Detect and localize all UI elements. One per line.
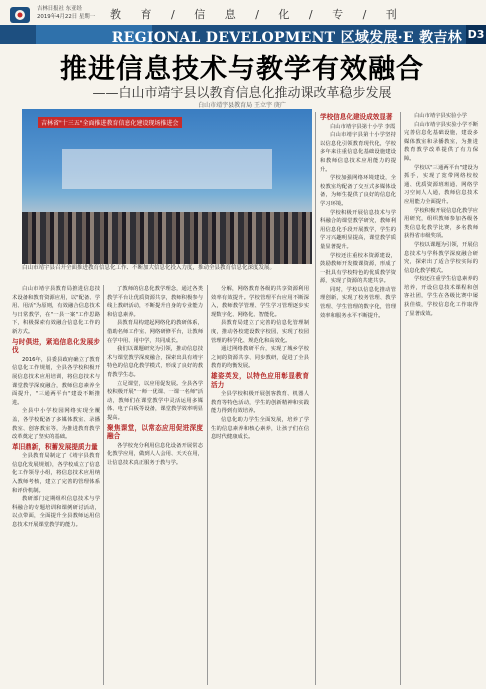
article-column-2 [107,285,203,685]
article-paragraph: 学校加强网络环境建设，全校教室均配备了交互式多媒体设备，为师生提供了良好的信息化学习环境。 [320,175,396,207]
section-heading: 与时俱进，紧追信息化发展步伐 [12,337,100,355]
article-paragraph: 分解，网络教育各级的共享资源利用效率有效提升。学校管理平台应用不断深入，教师教学管理、学生学习管理逐步实现数字化、网络化、智能化。 [211,286,309,318]
column-divider [103,285,104,685]
byline: 白山市靖宇县教育局 王立宇 庚广 [198,102,286,109]
article-paragraph: 各学校充分利用信息化设备开展常态化教学应用，做到人人会用、天天在用，让信息技术真正服务于教与学。 [107,442,203,466]
article-paragraph: 学校还注重学生信息素养的培养，开设信息技术课程和创客社团，学生在各级比赛中屡获佳绩，学校信息化工作取得了显著成效。 [404,276,478,317]
column-divider [207,285,208,685]
article-paragraph: 白山市靖宇县教育局推进信息技术设备和教育资源应用，以"配备、学用、用活"为原则，有效融合信息技术与日常教学，在"一县一案"工作思路下，积极探索有效融合信息化工作的新方式。 [12,286,100,335]
newspaper-logo-icon [8,4,32,26]
photo-stage [62,149,272,189]
section-heading: 学校信息化建设成效显著 [320,113,393,121]
article-paragraph: 白山市靖宇县实验小学 [414,113,467,119]
article-paragraph: 白山市靖宇县第十小学坚持以信息化引领教育现代化，学校多年来注重信息化基础设施建设和教师信息技术应用能力的提升。 [320,132,396,173]
article-paragraph: 了教师的信息化教学理念，通过各类教学平台让优质资源共享，教师积极参与线上教研活动，不断提升自身的专业能力和信息素养。 [107,286,203,318]
paper-meta [37,5,95,21]
article-paragraph: 县教育局建立了完善的信息化管理制度，推动各校建设数字校园，实现了校园管理的科学化、规范化和高效化。 [211,320,309,344]
photo-audience [22,212,312,264]
issue-date: 2019年4月22日 星期一 [37,14,96,20]
article-photo [22,109,312,264]
article-paragraph: 立足课堂，以应用促发展。全县各学校积极开展"一师一优课、一课一名师"活动，教师们在课堂教学中灵活运用多媒体、电子白板等设备，课堂教学效率明显提高。 [107,380,203,421]
article-paragraph: 2016年，县委县政府确立了教育信息化工作规划，全县各学校积极开展信息技术应用培训，将信息技术与课堂教学深度融合，教师信息素养全面提升，"三通两平台"建设不断推进。 [12,356,100,406]
article-paragraph: 白山市靖宇县第十小学 李霞 [330,123,396,130]
banner-text: REGIONAL DEVELOPMENT 区域发展·E 教吉林 [111,30,462,46]
column-divider [400,112,401,685]
article-paragraph: 教研部门定期组织信息技术与学科融合的专题培训和课例研讨活动，以点带面，全面提升全县教师运用信息技术开展课堂教学的能力。 [12,496,100,529]
article-paragraph: 同时，学校以信息化推动管理创新，实现了校务管理、教学管理、学生管理的数字化，管理效率和服务水平不断提升。 [320,286,396,319]
article-paragraph: 信息化助力学生全面发展，培养了学生的信息素养和核心素养，让孩子们在信息时代健康成长。 [211,416,309,441]
article-column-5 [404,112,478,685]
article-paragraph: 学校以"三通两平台"建设为抓手，实现了宽带网络校校通、优质资源班班通、网络学习空间人人通，教师信息技术应用能力全面提升。 [404,164,478,205]
article-column-3 [211,285,309,685]
article-paragraph: 学校积极开展信息技术与学科融合的课堂教学研究，教师利用信息化手段开展教学，学生的学习兴趣明显提高，课堂教学质量显著提升。 [320,209,396,250]
section-heading: 聚焦课堂，以常态应用促进深度融合 [107,423,203,441]
section-banner [0,25,486,44]
article-paragraph: 学校还注重校本资源建设，鼓励教师开发微课资源，形成了一批具有学校特色的优质教学资源，实现了资源的共建共享。 [320,252,396,285]
section-heading: 革旧鼎新，积蓄发展提质力量 [12,442,98,451]
section-heading: 雄姿英发，以特色应用彰显教育活力 [211,371,309,389]
subheadline: ——白山市靖宇县以教育信息化推动课改革稳步发展 [92,86,392,101]
photo-sign: 吉林省"十三五"全面推进教育信息化建设现场推进会 [38,117,182,128]
article-paragraph: 全县中小学校园网络实现全覆盖，各学校配备了多媒体教室、录播教室、创客教室等，为推进教育教学改革奠定了坚实的基础。 [12,408,100,441]
article-paragraph: 学校以课题为引领，开展信息技术与学科教学深度融合研究，探索出了适合学校实际的信息化教学模式。 [404,241,478,274]
article-paragraph: 县教育局构建起网络化的教研体系，借助名师工作室、网络研修平台，让教师在学中用、用中学，共同成长。 [107,320,203,344]
page-number: D3 [466,25,486,44]
article-paragraph: 我们以课题研究为引领，推动信息技术与课堂教学深度融合，探索出具有靖宇特色的信息化教学模式，形成了良好的教育教学生态。 [107,346,203,378]
headline: 推进信息技术与教学有效融合 [60,54,424,85]
column-divider [315,112,316,685]
article-paragraph: 全县学校积极开展创客教育、机器人教育等特色活动，学生的创新精神和实践能力得到有效培养。 [211,391,309,415]
photo-caption: 白山市靖宇县召开全面推进教育信息化工作、不断加大信息化投入力度，推动全县教育信息化深度发展。 [22,264,312,280]
article-column-1 [12,285,100,685]
article-paragraph: 通过网络教研平台，实现了城乡学校之间的资源共享、同步教研，促进了全县教育的均衡发展。 [211,346,309,370]
article-paragraph: 学校积极开展信息化教学应用研究，组织教师参加各级各类信息化教学比赛，多名教师获得省市级奖项。 [404,207,478,240]
paper-name: 吉林日报社 东亚经 [37,6,82,12]
article-paragraph: 全县教育局制定了《靖宇县教育信息化发展规划》，各学校成立了信息化工作领导小组，将信息技术应用纳入教师考核，建立了完善的管理体系和评价机制。 [12,453,100,494]
article-paragraph: 白山市靖宇县实验小学不断完善信息化基础设施，建设多媒体教室和录播教室，为推进教育教学改革提供了有力保障。 [404,121,478,162]
column-title: 教 育 / 信 息 / 化 / 专 / 刊 [110,8,405,21]
article-column-4 [320,112,396,685]
